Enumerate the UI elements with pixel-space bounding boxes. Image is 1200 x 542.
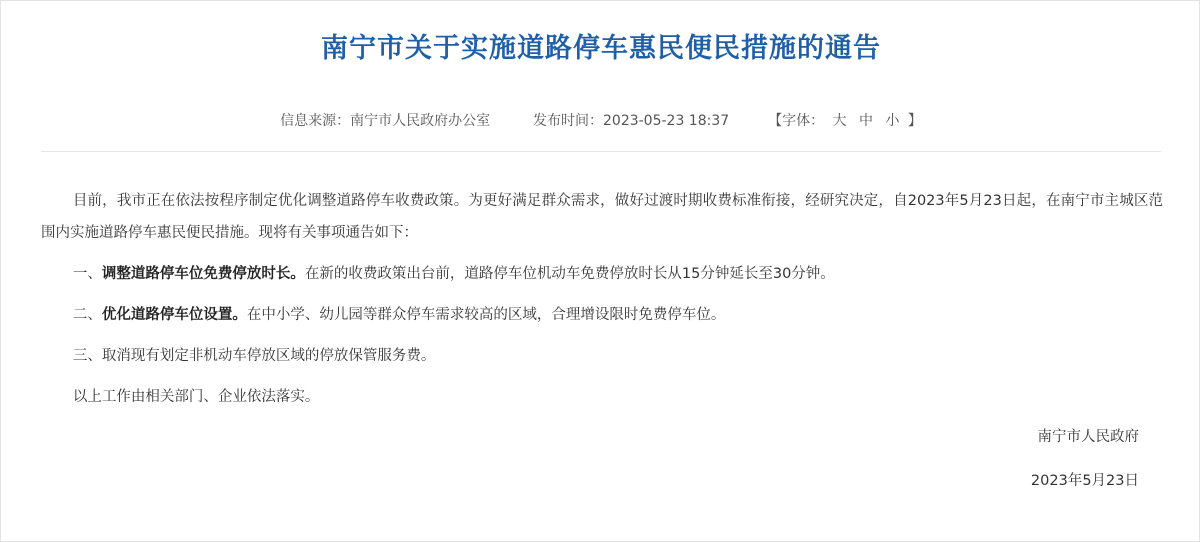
source-value: 南宁市人民政府办公室 bbox=[350, 113, 491, 129]
item-1-heading: 调整道路停车位免费停放时长。 bbox=[101, 266, 305, 282]
item-1-prefix: 一、 bbox=[72, 266, 102, 282]
page-title: 南宁市关于实施道路停车惠民便民措施的通告 bbox=[321, 33, 881, 64]
font-size-close: 】 bbox=[907, 113, 922, 129]
font-size-large-link[interactable]: 大 bbox=[832, 113, 847, 129]
item-1-text: 在新的收费政策出台前，道路停车位机动车免费停放时长从15分钟延长至30分钟。 bbox=[304, 266, 835, 282]
source-label: 信息来源： bbox=[280, 113, 351, 129]
notice-body bbox=[41, 185, 1163, 413]
item-2-heading: 优化道路停车位设置。 bbox=[101, 307, 247, 323]
publish-time-value: 2023-05-23 18:37 bbox=[603, 113, 730, 129]
item-3-paragraph: 三、取消现有划定非机动车停放区域的停放保管服务费。 bbox=[72, 348, 436, 364]
closing-paragraph: 以上工作由相关部门、企业依法落实。 bbox=[72, 389, 320, 405]
font-size-label: 【字体： bbox=[768, 113, 825, 129]
item-2-prefix: 二、 bbox=[72, 307, 102, 323]
font-size-medium-link[interactable]: 中 bbox=[858, 113, 873, 129]
item-2-text: 在中小学、幼儿园等群众停车需求较高的区域，合理增设限时免费停车位。 bbox=[246, 307, 726, 323]
item-1-paragraph bbox=[41, 258, 1163, 290]
intro-paragraph: 目前，我市正在依法按程序制定优化调整道路停车收费政策。为更好满足群众需求，做好过渡时期收费标准衔接，经研究决定，自2023年5月23日起，在南宁市主城区范围内实施道路停车惠民便民措施。现将有关事项通告如下： bbox=[41, 193, 1163, 241]
signature-date: 2023年5月23日 bbox=[1030, 473, 1139, 489]
publish-time-label: 发布时间： bbox=[533, 113, 603, 129]
meta-divider bbox=[41, 151, 1161, 152]
signature-org: 南宁市人民政府 bbox=[1037, 429, 1139, 445]
font-size-small-link[interactable]: 小 bbox=[885, 113, 900, 129]
article-meta bbox=[1, 109, 1200, 133]
item-2-paragraph bbox=[41, 299, 1163, 331]
